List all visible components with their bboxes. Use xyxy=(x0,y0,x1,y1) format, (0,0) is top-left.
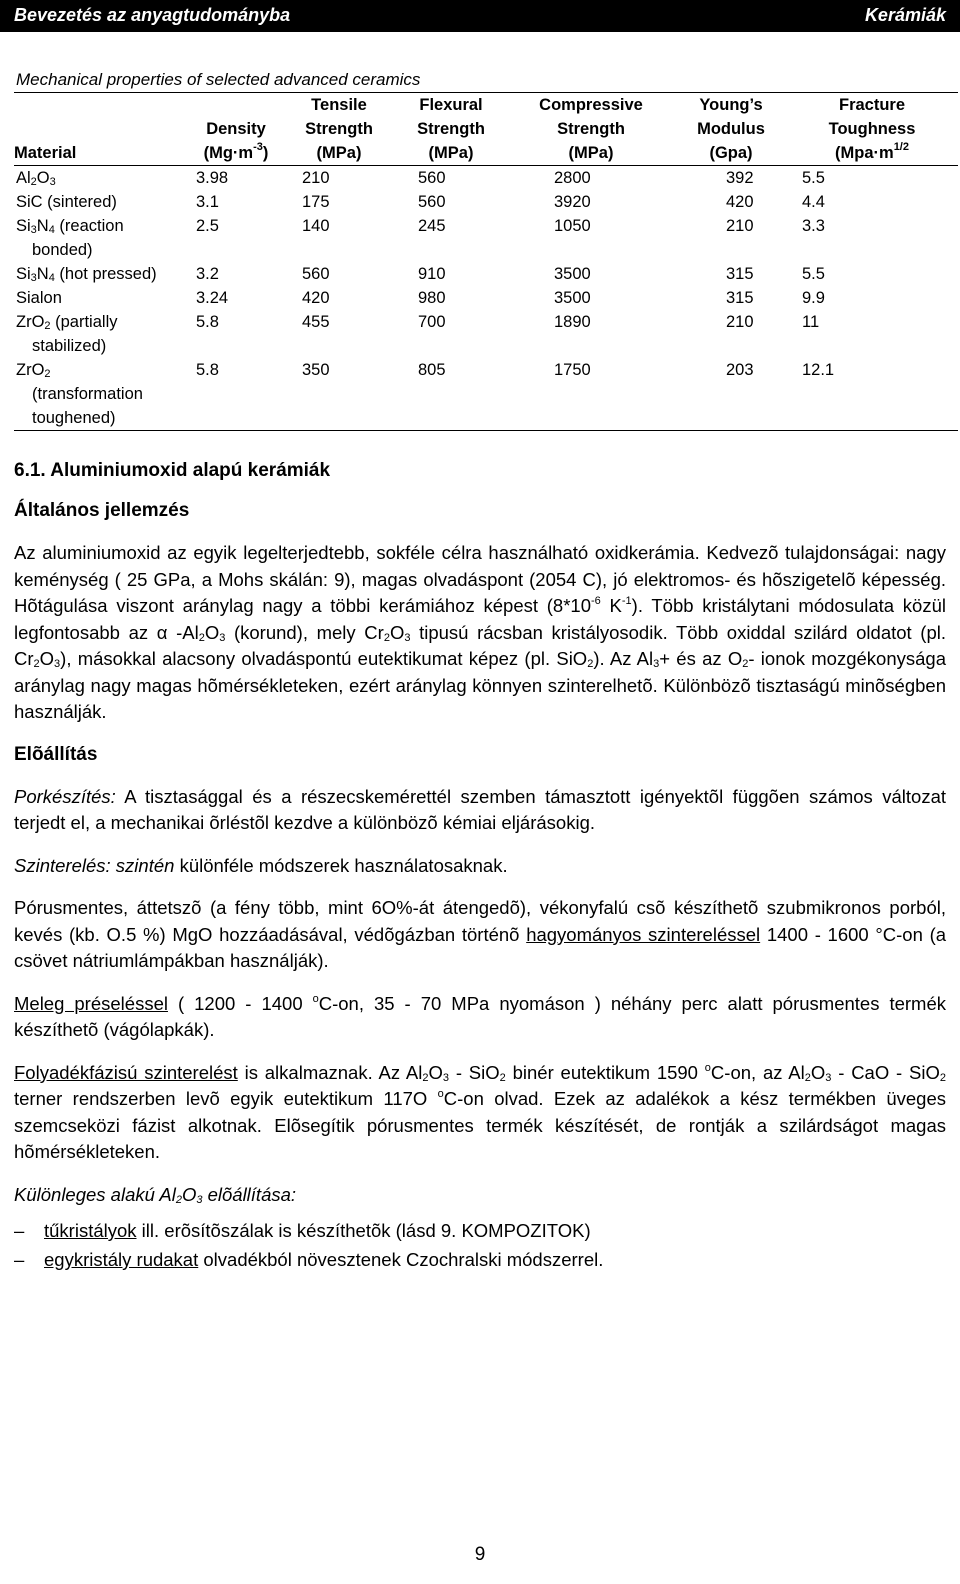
cell-value: 560 xyxy=(418,169,446,187)
table-row xyxy=(14,190,958,214)
cell-value: 420 xyxy=(302,289,330,307)
table-row xyxy=(14,214,958,262)
cell-value: 350 xyxy=(302,361,330,379)
subsection-production: Elõállítás xyxy=(14,743,98,765)
powder-label: Porkészítés: xyxy=(14,785,116,807)
section-title: 6.1. Aluminiumoxid alapú kerámiák xyxy=(14,460,331,481)
cell-value: 210 xyxy=(726,217,754,235)
cell-value: 455 xyxy=(302,313,330,331)
cell-material: ZrO$_2$ (partially stabilized) xyxy=(16,313,118,355)
dash-icon: – xyxy=(14,1220,25,1241)
cell-value: 910 xyxy=(418,265,446,283)
cell-value: 3.1 xyxy=(196,193,219,211)
cell-value: 5.5 xyxy=(802,169,825,187)
table-row xyxy=(14,262,958,286)
list-item-link[interactable]: tűkristályok xyxy=(44,1220,137,1241)
cell-value: 700 xyxy=(418,313,446,331)
cell-value: 5.8 xyxy=(196,313,219,331)
traditional-sintering-link[interactable]: hagyományos szintereléssel xyxy=(526,923,761,945)
column-header-1: Density $(Mg\cdot m^{-3})$ xyxy=(203,120,269,162)
hot-pressing-link[interactable]: Meleg préseléssel xyxy=(14,992,168,1014)
cell-value: 11 xyxy=(802,313,820,331)
properties-table-wrap xyxy=(14,92,958,431)
cell-value: 245 xyxy=(418,217,446,235)
column-header-4: Compressive Strength (MPa) xyxy=(539,96,643,162)
cell-value: 3500 xyxy=(554,265,591,283)
pore-free-text-b: 1400 - 1600 °C-on (a csövet nátriumlámpákban használják). xyxy=(14,923,947,971)
table-row xyxy=(14,286,958,310)
column-header-6: Fracture Toughness ($Mpa\cdot m^{1/2}$ xyxy=(828,96,916,162)
cell-value: 5.8 xyxy=(196,361,219,379)
liquid-phase-link[interactable]: Folyadékfázisú szinterelést xyxy=(14,1061,238,1083)
header-left-title: Bevezetés az anyagtudományba xyxy=(14,5,291,25)
cell-value: 805 xyxy=(418,361,446,379)
cell-value: 12.1 xyxy=(802,361,835,379)
table-caption: Mechanical properties of selected advanced ceramics xyxy=(16,70,421,89)
cell-value: 9.9 xyxy=(802,289,825,307)
cell-value: 1750 xyxy=(554,361,591,379)
list-item-link[interactable]: egykristály rudakat xyxy=(44,1249,199,1270)
subsection-general: Általános jellemzés xyxy=(14,500,190,521)
cell-value: 420 xyxy=(726,193,754,211)
cell-value: 210 xyxy=(302,169,330,187)
powder-text: A tisztasággal és a részecskemérettél szemben támasztott igényektõl függõen számos változat terjedt el, a mechanikai õrléstõl kezdve a különbözõ kémiai eljárásokig. xyxy=(14,785,946,833)
cell-value: 560 xyxy=(418,193,446,211)
cell-value: 3.2 xyxy=(196,265,219,283)
cell-value: 1890 xyxy=(554,313,591,331)
dash-icon: – xyxy=(14,1249,25,1270)
cell-value: 5.5 xyxy=(802,265,825,283)
header-right-title: Kerámiák xyxy=(864,5,946,25)
cell-value: 210 xyxy=(726,313,754,331)
list-item xyxy=(14,1216,946,1245)
cell-value: 3500 xyxy=(554,289,591,307)
cell-value: 1050 xyxy=(554,217,591,235)
paragraph-hot-press: Meleg préseléssel ( 1200 - 1400 $^o$C-on, 35 - 70 MPa nyomáson ) néhány perc alatt pórusmentes termék készíthetõ (vágólapkák). xyxy=(14,992,946,1040)
cell-material: $Si_3N_4$ (hot pressed) xyxy=(16,265,157,284)
list-item-text: ill. erõsítõszálak is készíthetõk (lásd 9. KOMPOZITOK) xyxy=(141,1220,591,1241)
page-header xyxy=(0,0,960,32)
cell-value: 315 xyxy=(726,265,754,283)
paragraph-powder xyxy=(14,784,946,837)
cell-value: 140 xyxy=(302,217,330,235)
column-header-0: Material xyxy=(14,144,77,162)
paragraph-sintering xyxy=(14,853,946,880)
cell-value: 2.5 xyxy=(196,217,219,235)
cell-value: 3.98 xyxy=(196,169,229,187)
cell-value: 392 xyxy=(726,169,754,187)
cell-value: 980 xyxy=(418,289,446,307)
table-row xyxy=(14,358,958,431)
page-number: 9 xyxy=(474,1544,486,1565)
cell-value: 3920 xyxy=(554,193,591,211)
table-row xyxy=(14,310,958,358)
paragraph-liquid-phase: Folyadékfázisú szinterelést is alkalmaznak. Az $Al_2O_3 - SiO_2$ binér eutektikum 1590 $^o$C-on, az $Al_2O_3$ - CaO - SiO$_2$ terner rendszerben levõ egyik eutektikum 117O $^o$C-on olvad. Ezek az adalékok a kész termékben üveges szemcseközi fázist alkotnak. Elõsegítik pórusmentes termék készítését, de rontják a szilárdságot magas hõmérsékleteken. xyxy=(14,1061,946,1162)
cell-value: 4.4 xyxy=(802,193,825,211)
cell-value: 560 xyxy=(302,265,330,283)
cell-material: ZrO$_2$ (transformation toughened) xyxy=(16,361,143,427)
special-shapes-heading: Különleges alakú $Al_2O_3$ elõállítása: xyxy=(14,1183,297,1206)
cell-value: 315 xyxy=(726,289,754,307)
sintering-label: Szinterelés: szintén xyxy=(14,854,175,876)
cell-value: 175 xyxy=(302,193,330,211)
cell-material: SiC (sintered) xyxy=(16,193,117,211)
main-content xyxy=(14,458,946,1274)
table-row xyxy=(14,166,958,191)
list-item xyxy=(14,1245,946,1274)
cell-value: 2800 xyxy=(554,169,591,187)
list-item-text: olvadékból növesztenek Czochralski módszerrel. xyxy=(203,1249,604,1270)
cell-value: 203 xyxy=(726,361,754,379)
sintering-text: különféle módszerek használatosaknak. xyxy=(179,854,508,876)
paragraph-pore-free xyxy=(14,895,946,975)
column-header-5: Young’s Modulus (Gpa) xyxy=(697,96,765,162)
cell-material: $Al_2O_3$ xyxy=(16,169,56,188)
cell-material: $Si_3N_4$ (reaction bonded) xyxy=(16,217,124,259)
cell-value: 3.3 xyxy=(802,217,825,235)
column-header-3: Flexural Strength (MPa) xyxy=(417,96,485,162)
paragraph-general: Az aluminiumoxid az egyik legelterjedtebb, sokféle célra használható oxidkerámia. Kedvezõ tulajdonságai: nagy keménység ( 25 GPa, a Mohs skálán: 9), magas olvadáspont (2054 C), jó elektromos- és hõszigetelõ képesség. Hõtágulása viszont aránylag nagy a többi kerámiához képest ($8*10^{-6}$ $K^{-1}$). Több kristálytani módosulata közül legfontosabb az α $-Al_2O_3$ (korund), mely $Cr_2O_3$ tipusú rácsban kristályosodik. Több oxiddal szilárd oldatot (pl. $Cr_2O_3$), másokkal alacsony olvadáspontú eutektikumat képez (pl. SiO$_2$). Az $Al_3+$ és az $O_2-$ ionok mozgékonysága aránylag nagy magas hõmérsékleteken, ezért aránylag könnyen szinterelhetõ. Különbözõ tisztaságú minõségben használják. xyxy=(14,542,947,722)
table-header-row xyxy=(14,93,958,166)
pore-free-text-a: Pórusmentes, áttetszõ (a fény több, mint 6O%-át átengedõ), vékonyfalú csõ készíthetõ szubmikronos porból, kevés (kb. O.5 %) MgO hozzáadásával, védõgázban történõ xyxy=(14,897,946,945)
cell-value: 3.24 xyxy=(196,289,229,307)
column-header-2: Tensile Strength (MPa) xyxy=(305,96,373,162)
special-shapes-list xyxy=(14,1216,946,1274)
properties-table xyxy=(14,92,958,431)
cell-material: Sialon xyxy=(16,289,62,307)
